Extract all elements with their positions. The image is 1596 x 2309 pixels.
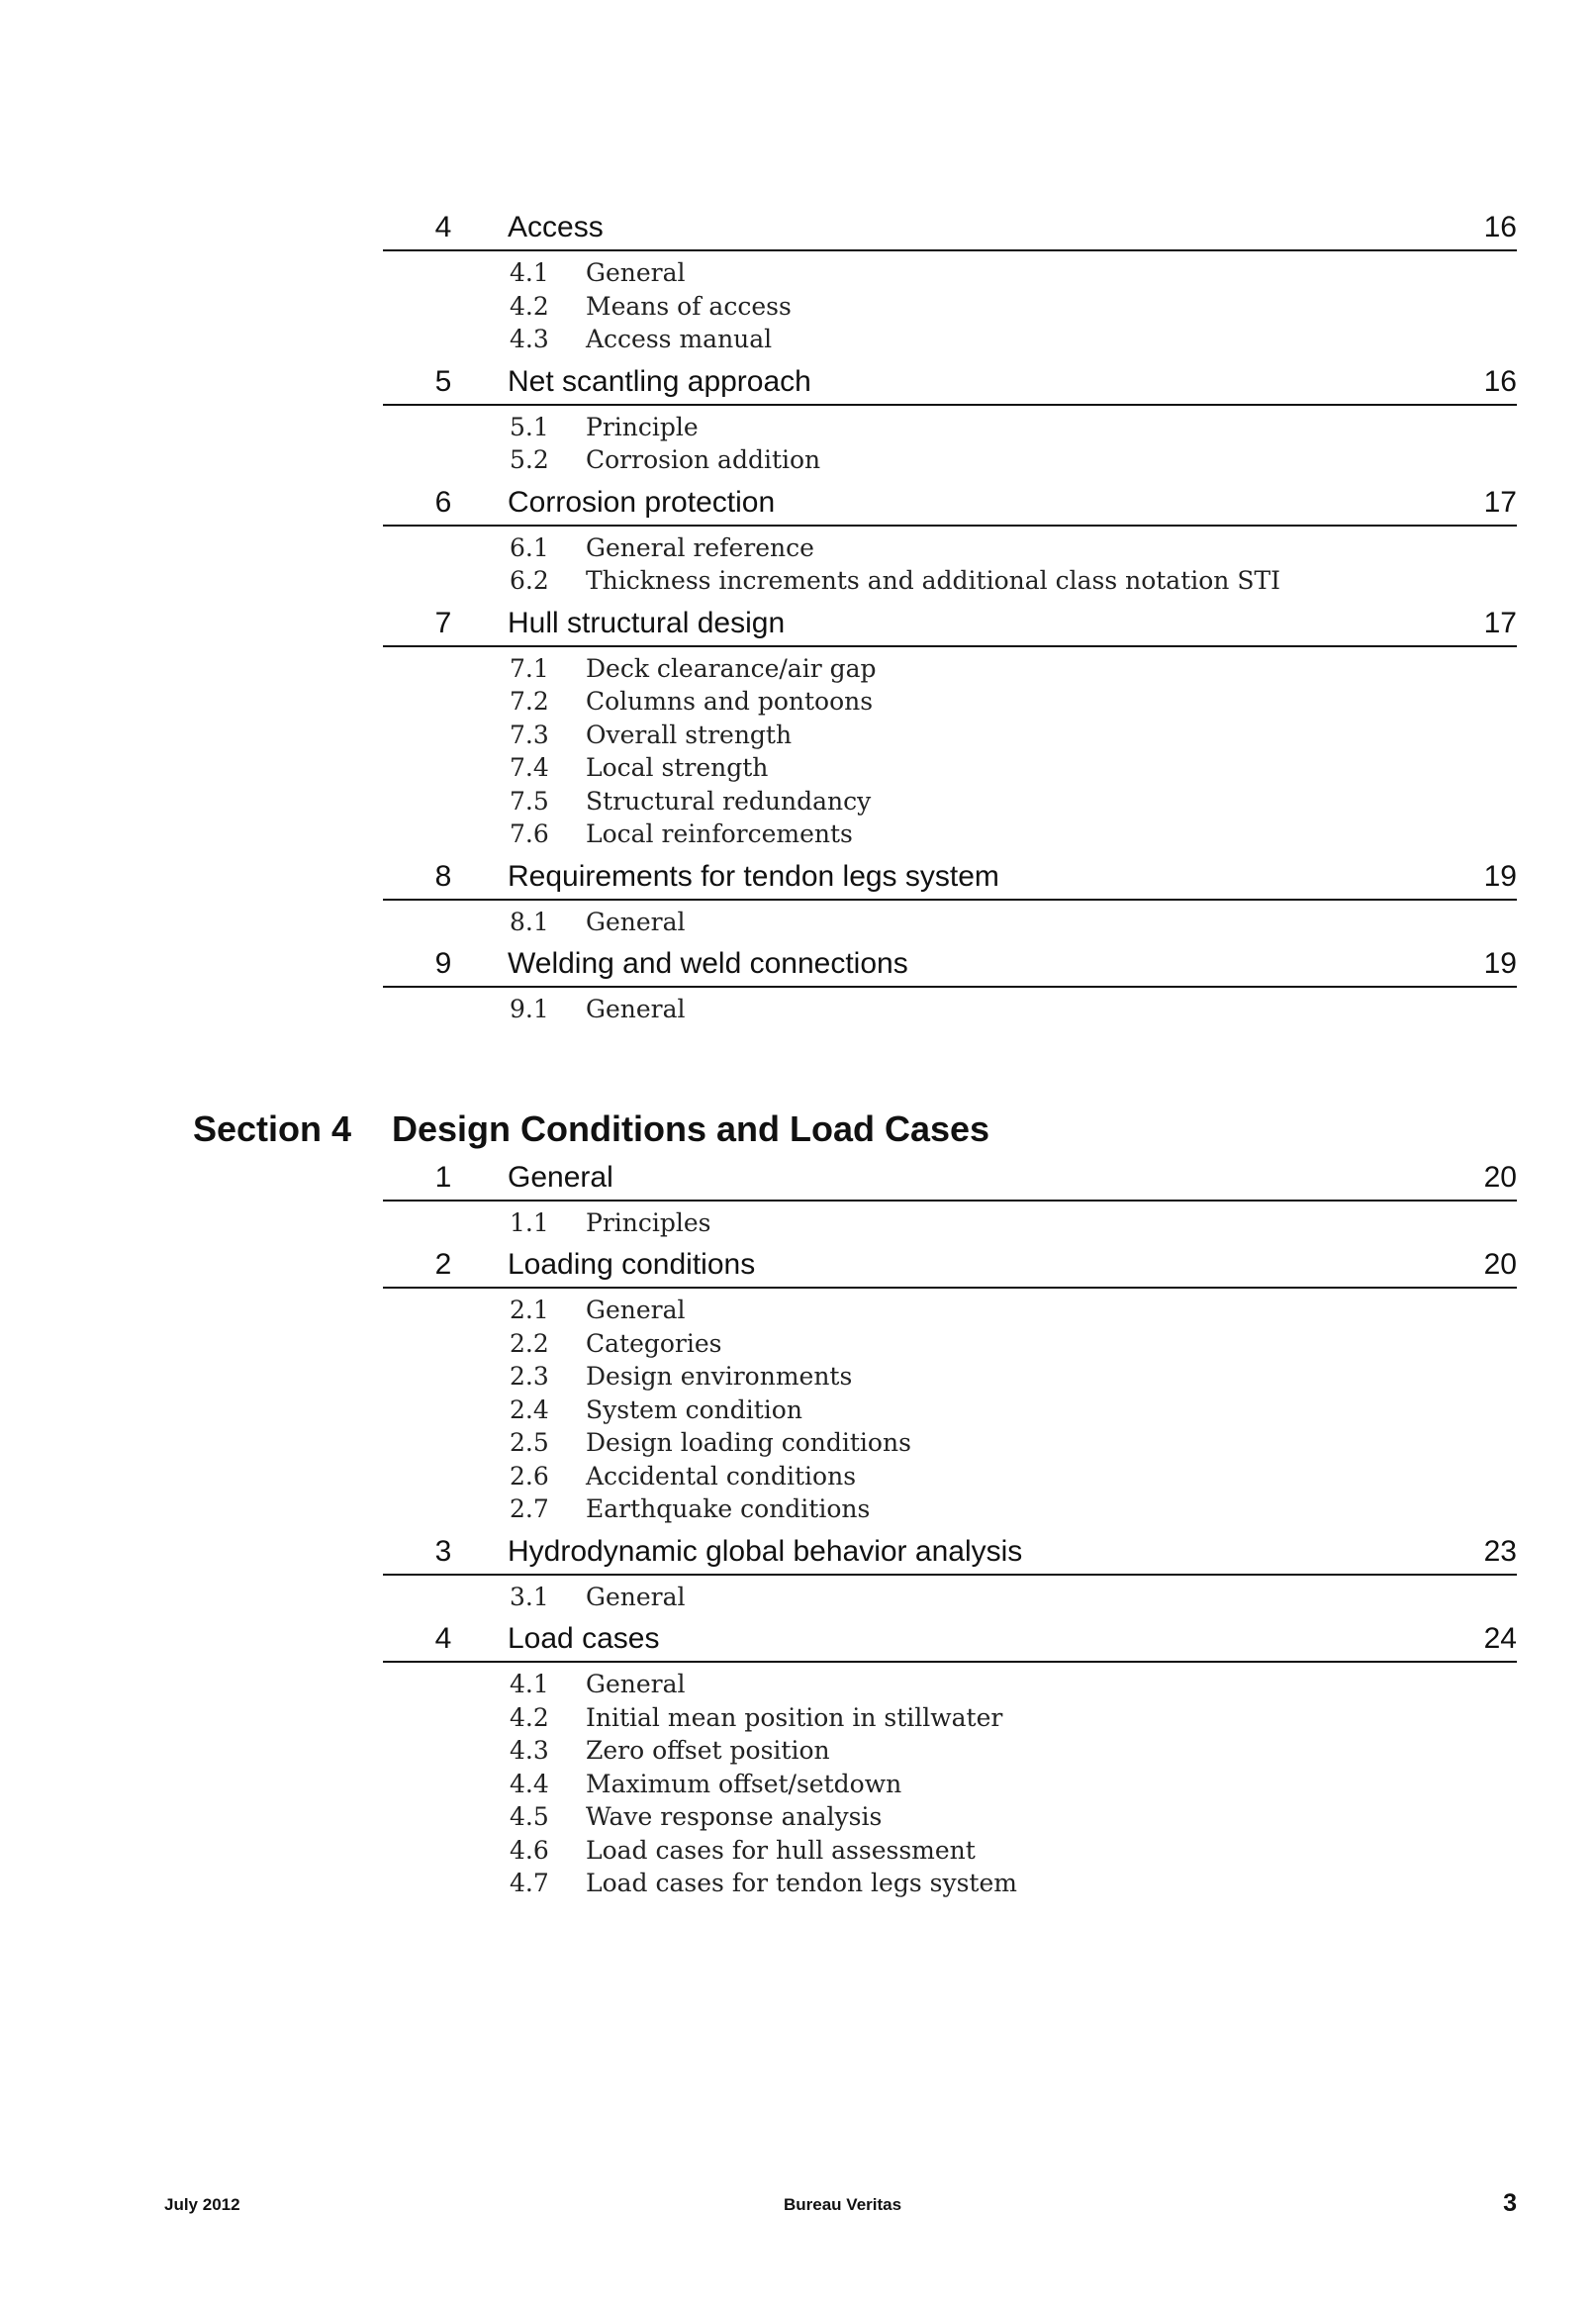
toc-entry-heading[interactable] — [383, 942, 1517, 988]
toc-entry — [383, 481, 1517, 602]
subentry-number: 7.3 — [510, 720, 549, 749]
entry-number: 1 — [434, 1160, 452, 1194]
subentry-list — [383, 1576, 1517, 1618]
subentry-title: General — [586, 1296, 686, 1324]
entry-number: 7 — [434, 606, 452, 639]
subentry-title: System condition — [586, 1395, 802, 1424]
toc-subentry[interactable] — [383, 685, 1517, 719]
toc-subentry[interactable] — [383, 818, 1517, 851]
page-number: 3 — [1503, 2189, 1517, 2217]
subentry-title: General — [586, 1582, 686, 1611]
section-label: Section 4 — [193, 1107, 352, 1149]
subentry-list — [383, 406, 1517, 481]
entry-number: 5 — [434, 364, 452, 398]
subentry-number: 3.1 — [510, 1582, 549, 1611]
subentry-number: 4.5 — [510, 1802, 549, 1831]
subentry-list — [383, 1663, 1517, 1904]
subentry-number: 5.1 — [510, 412, 549, 441]
entry-number: 3 — [434, 1534, 452, 1568]
toc-entry — [383, 1530, 1517, 1618]
toc-entry — [383, 942, 1517, 1030]
toc-entry-heading[interactable] — [383, 1617, 1517, 1663]
subentry-title: Accidental conditions — [586, 1461, 857, 1491]
toc-entry-heading[interactable] — [383, 1156, 1517, 1202]
entry-number: 9 — [434, 947, 452, 980]
toc-entry — [383, 1617, 1517, 1904]
toc-subentry[interactable] — [383, 1294, 1517, 1327]
toc-subentry[interactable] — [383, 1768, 1517, 1801]
toc-subentry[interactable] — [383, 1701, 1517, 1735]
subentry-number: 7.6 — [510, 819, 549, 848]
section-title: Design Conditions and Load Cases — [392, 1107, 990, 1149]
subentry-title: Principles — [586, 1207, 711, 1237]
subentry-number: 4.3 — [510, 1736, 549, 1765]
toc-subentry[interactable] — [383, 1800, 1517, 1834]
toc-subentry[interactable] — [383, 564, 1517, 598]
toc-subentry[interactable] — [383, 1867, 1517, 1900]
toc-entry-heading[interactable] — [383, 360, 1517, 406]
subentry-title: Overall strength — [586, 720, 793, 749]
subentry-number: 4.6 — [510, 1835, 549, 1865]
entry-number: 6 — [434, 485, 452, 519]
subentry-title: Maximum offset/setdown — [586, 1769, 902, 1798]
toc-subentry[interactable] — [383, 1668, 1517, 1701]
toc-subentry[interactable] — [383, 1460, 1517, 1493]
subentry-number: 4.3 — [510, 325, 549, 353]
subentry-title: Initial mean position in stillwater — [586, 1702, 1003, 1732]
toc-subentry[interactable] — [383, 1734, 1517, 1768]
toc-subentry[interactable] — [383, 1581, 1517, 1614]
subentry-number: 4.7 — [510, 1869, 549, 1897]
toc-entry — [383, 602, 1517, 855]
subentry-title: Categories — [586, 1328, 722, 1358]
subentry-title: Load cases for tendon legs system — [586, 1869, 1017, 1897]
subentry-number: 5.2 — [510, 445, 549, 474]
footer-publisher: Bureau Veritas — [784, 2195, 902, 2214]
toc-subentry[interactable] — [383, 256, 1517, 290]
entry-page-number: 23 — [1483, 1534, 1517, 1568]
subentry-list — [383, 1202, 1517, 1244]
toc-subentry[interactable] — [383, 652, 1517, 686]
entry-title: Access — [508, 211, 604, 243]
subentry-number: 4.2 — [510, 291, 549, 321]
entry-title: Net scantling approach — [508, 364, 811, 398]
toc-subentry[interactable] — [383, 751, 1517, 785]
subentry-title: Design loading conditions — [586, 1428, 911, 1457]
subentry-number: 2.1 — [510, 1296, 549, 1324]
subentry-number: 4.4 — [510, 1769, 549, 1798]
subentry-list — [383, 901, 1517, 943]
subentry-title: Access manual — [586, 325, 773, 353]
toc-subentry[interactable] — [383, 1360, 1517, 1394]
subentry-title: Load cases for hull assessment — [586, 1835, 976, 1865]
entry-number: 4 — [434, 1622, 452, 1655]
toc-entry-heading[interactable] — [383, 481, 1517, 527]
toc-subentry[interactable] — [383, 993, 1517, 1026]
entry-number: 4 — [434, 211, 452, 243]
subentry-title: Design environments — [586, 1362, 853, 1391]
toc-subentry[interactable] — [383, 1492, 1517, 1526]
entry-title: Hull structural design — [508, 606, 786, 639]
subentry-title: Corrosion addition — [586, 445, 821, 474]
toc-subentry[interactable] — [383, 719, 1517, 752]
subentry-number: 2.2 — [510, 1328, 549, 1358]
entry-title: Welding and weld connections — [508, 947, 908, 980]
subentry-title: General — [586, 907, 686, 936]
entry-page-number: 16 — [1483, 364, 1517, 398]
subentry-title: Wave response analysis — [586, 1802, 883, 1831]
subentry-number: 2.7 — [510, 1494, 549, 1523]
subentry-title: Local reinforcements — [586, 819, 853, 848]
toc-subentry[interactable] — [383, 411, 1517, 444]
subentry-title: Structural redundancy — [586, 786, 872, 816]
subentry-list — [383, 1289, 1517, 1530]
entry-title: Requirements for tendon legs system — [508, 859, 999, 893]
subentry-number: 7.1 — [510, 653, 549, 683]
subentry-title: Deck clearance/air gap — [586, 653, 877, 683]
toc-group — [383, 206, 1517, 1030]
subentry-number: 2.6 — [510, 1461, 549, 1491]
toc-entry-heading[interactable] — [383, 602, 1517, 647]
subentry-title: Thickness increments and additional class notation STI — [586, 566, 1281, 595]
entry-page-number: 19 — [1483, 947, 1517, 980]
entry-number: 8 — [434, 859, 452, 893]
toc-subentry[interactable] — [383, 443, 1517, 477]
section-header — [193, 1102, 1517, 1156]
subentry-number: 8.1 — [510, 907, 549, 936]
toc-subentry[interactable] — [383, 323, 1517, 356]
toc-subentry[interactable] — [383, 906, 1517, 939]
toc-entry-heading[interactable] — [383, 855, 1517, 901]
subentry-number: 6.1 — [510, 532, 549, 562]
toc-entry-heading[interactable] — [383, 1243, 1517, 1289]
entry-title: Corrosion protection — [508, 485, 776, 519]
subentry-number: 4.2 — [510, 1702, 549, 1732]
subentry-title: General — [586, 995, 686, 1023]
entry-title: Load cases — [508, 1622, 660, 1655]
subentry-number: 1.1 — [510, 1207, 549, 1237]
entry-number: 2 — [434, 1248, 452, 1281]
toc-entry — [383, 360, 1517, 481]
toc-subentry[interactable] — [383, 785, 1517, 818]
subentry-list — [383, 647, 1517, 855]
subentry-title: General — [586, 258, 686, 287]
subentry-number: 6.2 — [510, 566, 549, 595]
subentry-title: General reference — [586, 532, 814, 562]
entry-page-number: 24 — [1483, 1622, 1517, 1655]
subentry-title: Principle — [586, 412, 699, 441]
entry-title: Loading conditions — [508, 1248, 756, 1281]
subentry-number: 2.5 — [510, 1428, 549, 1457]
subentry-title: Earthquake conditions — [586, 1494, 871, 1523]
entry-title: General — [508, 1160, 613, 1194]
entry-page-number: 17 — [1483, 485, 1517, 519]
subentry-title: Means of access — [586, 291, 792, 321]
toc-entry — [383, 1243, 1517, 1530]
subentry-number: 7.4 — [510, 753, 549, 782]
entry-page-number: 19 — [1483, 859, 1517, 893]
subentry-number: 9.1 — [510, 995, 549, 1023]
subentry-number: 4.1 — [510, 258, 549, 287]
subentry-number: 4.1 — [510, 1670, 549, 1698]
subentry-title: Zero offset position — [586, 1736, 830, 1765]
toc-group — [193, 1102, 1517, 1904]
subentry-title: General — [586, 1670, 686, 1698]
toc-subentry[interactable] — [383, 290, 1517, 324]
toc-subentry[interactable] — [383, 1394, 1517, 1427]
subentry-list — [383, 988, 1517, 1030]
toc-entry — [383, 206, 1517, 360]
subentry-list — [383, 527, 1517, 602]
footer-date: July 2012 — [164, 2195, 240, 2214]
page-footer — [164, 2189, 1517, 2219]
entry-page-number: 16 — [1483, 211, 1517, 243]
table-of-contents — [193, 206, 1517, 1904]
subentry-number: 2.4 — [510, 1395, 549, 1424]
subentry-number: 7.2 — [510, 687, 549, 716]
entry-page-number: 20 — [1483, 1160, 1517, 1194]
toc-subentry[interactable] — [383, 1206, 1517, 1240]
toc-entry-heading[interactable] — [383, 1530, 1517, 1576]
subentry-number: 7.5 — [510, 786, 549, 816]
subentry-list — [383, 251, 1517, 360]
subentry-title: Columns and pontoons — [586, 687, 874, 716]
toc-entry-heading[interactable] — [383, 206, 1517, 251]
subentry-title: Local strength — [586, 753, 769, 782]
entry-page-number: 20 — [1483, 1248, 1517, 1281]
toc-subentry[interactable] — [383, 1834, 1517, 1868]
toc-entry — [383, 855, 1517, 943]
toc-entry — [383, 1156, 1517, 1244]
toc-subentry[interactable] — [383, 1426, 1517, 1460]
entry-title: Hydrodynamic global behavior analysis — [508, 1534, 1023, 1568]
toc-subentry[interactable] — [383, 1327, 1517, 1361]
subentry-number: 2.3 — [510, 1362, 549, 1391]
toc-subentry[interactable] — [383, 531, 1517, 565]
entry-page-number: 17 — [1483, 606, 1517, 639]
